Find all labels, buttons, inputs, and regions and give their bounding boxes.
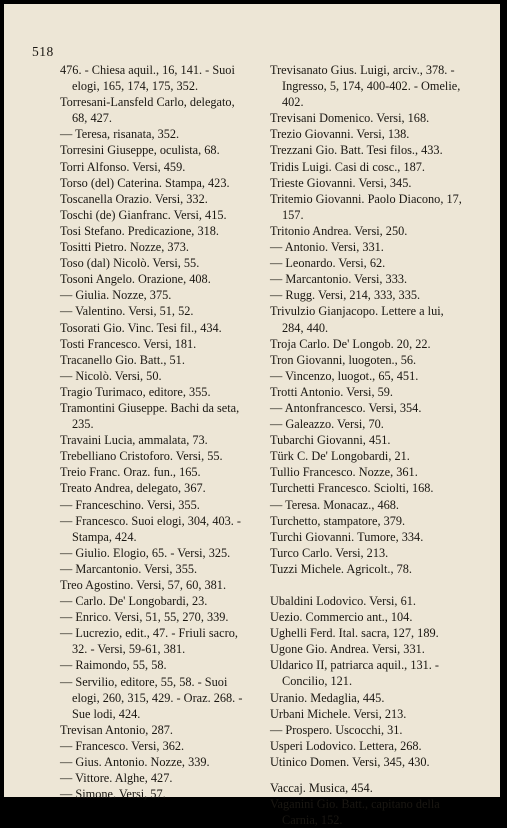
index-entry: Trezzani Gio. Batt. Tesi filos., 433. bbox=[270, 143, 443, 158]
index-entry: — Enrico. Versi, 51, 55, 270, 339. bbox=[60, 610, 229, 625]
index-entry: Trevisani Domenico. Versi, 168. bbox=[270, 111, 430, 126]
index-entry: Treo Agostino. Versi, 57, 60, 381. bbox=[60, 578, 227, 592]
index-entry: Trieste Giovanni. Versi, 345. bbox=[270, 175, 412, 190]
index-entry: Torso (del) Caterina. Stampa, 423. bbox=[60, 175, 230, 190]
index-entry: Turchetto, stampatore, 379. bbox=[270, 513, 406, 528]
index-entry: Trevisanato Gius. Luigi, arciv., 378. - Ingresso, 5, 174, 400-402. - Omelie, 402. bbox=[270, 63, 461, 110]
index-entry: Trevisan Antonio, 287. bbox=[60, 722, 173, 737]
index-entry: Ugone Gio. Andrea. Versi, 331. bbox=[270, 642, 425, 657]
index-entry: Uranio. Medaglia, 445. bbox=[270, 690, 385, 705]
index-entry: — Vincenzo, luogot., 65, 451. bbox=[270, 368, 419, 383]
index-entry: Turco Carlo. Versi, 213. bbox=[270, 545, 389, 560]
index-entry: — Teresa, risanata, 352. bbox=[60, 127, 180, 142]
index-entry: Tositti Pietro. Nozze, 373. bbox=[60, 240, 189, 255]
index-entry: — Lucrezio, edit., 47. - Friuli sacro, 32. - Versi, 59-61, 381. bbox=[60, 626, 238, 657]
index-entry: Tramontini Giuseppe. Bachi da seta, 235. bbox=[60, 400, 240, 432]
index-entry: Tosorati Gio. Vinc. Tesi fil., 434. bbox=[60, 320, 222, 335]
index-entry: Tosti Francesco. Versi, 181. bbox=[60, 336, 197, 351]
index-entry: — Galeazzo. Versi, 70. bbox=[270, 417, 384, 432]
index-entry: Treio Franc. Oraz. fun., 165. bbox=[60, 465, 201, 480]
index-entry: Trotti Antonio. Versi, 59. bbox=[270, 384, 393, 399]
index-entry: — Nicolò. Versi, 50. bbox=[60, 368, 162, 383]
index-entry: Tridis Luigi. Casi di cosc., 187. bbox=[270, 159, 425, 174]
index-entry: — Leonardo. Versi, 62. bbox=[270, 256, 386, 271]
index-entry: Toso (dal) Nicolò. Versi, 55. bbox=[60, 256, 200, 271]
index-entry: — Francesco. Versi, 362. bbox=[60, 738, 185, 753]
index-entry: — Prospero. Uscocchi, 31. bbox=[270, 722, 403, 737]
index-entry: Trivulzio Gianjacopo. Lettere a lui, 284, 440. bbox=[270, 304, 444, 335]
index-entry: — Carlo. De' Longobardi, 23. bbox=[60, 594, 208, 609]
index-entry: Trezio Giovanni. Versi, 138. bbox=[270, 127, 410, 142]
index-entry: — Valentino. Versi, 51, 52. bbox=[60, 304, 194, 319]
index-entry: Trebelliano Cristoforo. Versi, 55. bbox=[60, 449, 223, 464]
index-entry: Tosoni Angelo. Orazione, 408. bbox=[60, 272, 211, 287]
index-column-right bbox=[270, 62, 466, 828]
index-entry: — Giulio. Elogio, 65. - Versi, 325. bbox=[60, 545, 231, 560]
index-entry: — Giulia. Nozze, 375. bbox=[60, 288, 172, 303]
index-entry: Torri Alfonso. Versi, 459. bbox=[60, 159, 186, 174]
index-entry: Toschi (de) Gianfranc. Versi, 415. bbox=[60, 207, 227, 222]
index-entry: Ughelli Ferd. Ital. sacra, 127, 189. bbox=[270, 626, 439, 641]
index-entry: Utinico Domen. Versi, 345, 430. bbox=[270, 754, 430, 769]
index-entry: Vaccaj. Musica, 454. bbox=[270, 781, 373, 796]
index-entry: — Franceschino. Versi, 355. bbox=[60, 497, 200, 512]
index-entry: — Francesco. Suoi elogi, 304, 403. - Stampa, 424. bbox=[60, 513, 242, 544]
index-entry: — Gius. Antonio. Nozze, 339. bbox=[60, 755, 210, 770]
index-entry: Torresini Giuseppe, oculista, 68. bbox=[60, 143, 220, 158]
index-entry: Tragio Turimaco, editore, 355. bbox=[60, 384, 211, 399]
index-entry: Toscanella Orazio. Versi, 332. bbox=[60, 191, 208, 206]
index-entry: — Servilio, editore, 55, 58. - Suoi elogi, 260, 315, 429. - Oraz. 268. - Sue lodi, 424. bbox=[60, 674, 243, 721]
index-entry: Tritonio Andrea. Versi, 250. bbox=[270, 223, 408, 238]
index-entry: 476. - Chiesa aquil., 16, 141. - Suoi elogi, 165, 174, 175, 352. bbox=[60, 63, 235, 94]
index-entry: Troja Carlo. De' Longob. 20, 22. bbox=[270, 336, 431, 351]
index-entry: — Marcantonio. Versi, 333. bbox=[270, 272, 408, 287]
index-entry: — Teresa. Monacaz., 468. bbox=[270, 497, 400, 512]
index-entry: Ubaldini Lodovico. Versi, 61. bbox=[270, 594, 416, 608]
index-entry: Turchi Giovanni. Tumore, 334. bbox=[270, 529, 424, 544]
index-entry: Treato Andrea, delegato, 367. bbox=[60, 481, 206, 496]
index-entry: Tuzzi Michele. Agricolt., 78. bbox=[270, 561, 412, 576]
index-entry: Türk C. De' Longobardi, 21. bbox=[270, 449, 410, 464]
page-number: 518 bbox=[32, 44, 54, 59]
index-entry: — Simone. Versi, 57. bbox=[60, 787, 166, 802]
book-page bbox=[4, 4, 500, 828]
index-entry: Uezio. Commercio ant., 104. bbox=[270, 610, 413, 625]
index-entry: Vaganini Gio. Batt., capitano della Carnia, 152. bbox=[270, 797, 440, 828]
index-entry: Torresani-Lansfeld Carlo, delegato, 68, 427. bbox=[60, 95, 235, 126]
index-entry: Urbani Michele. Versi, 213. bbox=[270, 706, 407, 721]
index-entry: — Antonfrancesco. Versi, 354. bbox=[270, 400, 422, 415]
index-entry: Turchetti Francesco. Sciolti, 168. bbox=[270, 481, 434, 496]
index-entry: Usperi Lodovico. Lettera, 268. bbox=[270, 738, 422, 753]
index-entry: — Marcantonio. Versi, 355. bbox=[60, 561, 198, 576]
index-column-left bbox=[60, 62, 250, 802]
index-entry: Tron Giovanni, luogoten., 56. bbox=[270, 352, 417, 367]
index-entry: Tosi Stefano. Predicazione, 318. bbox=[60, 223, 219, 238]
index-entry: Tullio Francesco. Nozze, 361. bbox=[270, 465, 418, 480]
index-entry: Tracanello Gio. Batt., 51. bbox=[60, 352, 185, 367]
index-entry: Tritemio Giovanni. Paolo Diacono, 17, 157. bbox=[270, 191, 462, 222]
index-entry: — Vittore. Alghe, 427. bbox=[60, 771, 173, 786]
index-entry: Travaini Lucia, ammalata, 73. bbox=[60, 433, 208, 448]
index-entry: — Raimondo, 55, 58. bbox=[60, 658, 167, 673]
index-entry: — Rugg. Versi, 214, 333, 335. bbox=[270, 288, 421, 303]
index-entry: Tubarchi Giovanni, 451. bbox=[270, 433, 391, 448]
index-entry: — Antonio. Versi, 331. bbox=[270, 240, 384, 255]
index-entry: Uldarico II, patriarca aquil., 131. - Concilio, 121. bbox=[270, 658, 440, 689]
